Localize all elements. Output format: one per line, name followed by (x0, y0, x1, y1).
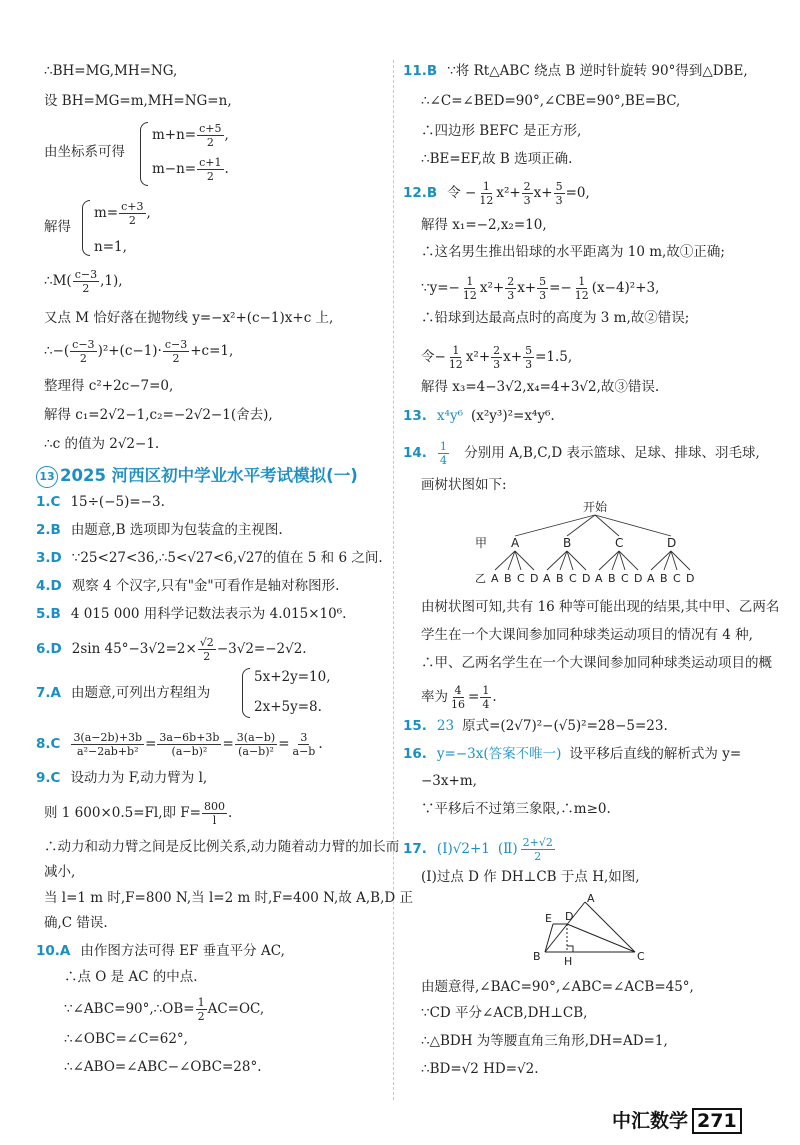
answer-line: 13. x⁴y⁶ (x²y³)²=x⁴y⁶. (403, 408, 555, 424)
answer-line: 17. (Ⅰ)√2+1 (Ⅱ) $\frac{2+√2}{2}$ (403, 836, 553, 863)
text-line: ∴BE=EF,故 B 选项正确. (421, 151, 573, 167)
leaf: C (517, 572, 525, 585)
label-d: D (565, 910, 574, 923)
text-line: 解得 x₁=−2,x₂=10, (421, 217, 547, 233)
leaf: A (543, 572, 551, 585)
leaf: C (569, 572, 577, 585)
brace (140, 122, 148, 186)
equation-row: 2x+5y=8. (254, 699, 322, 715)
text-line: 令− $\frac{1}{12}$ x²+ $\frac{2}{3}$ x+ $\frac{5}{3}$ =1.5, (421, 344, 573, 371)
text-line: 率为 $\frac{4}{16}$ = $\frac{1}{4}$ . (421, 684, 497, 711)
text-line: ∴这名男生推出铅球的水平距离为 10 m,故①正确; (421, 244, 725, 260)
answer-line: 4.D 观察 4 个汉字,只有"金"可看作是轴对称图形. (36, 578, 340, 594)
text-line: 由题意得,∠BAC=90°,∠ABC=∠ACB=45°, (421, 979, 694, 995)
text-line: ∴BD=√2 HD=√2. (421, 1061, 539, 1077)
tree-start-label: 开始 (583, 500, 608, 514)
answer-line: 9.C 设动力为 F,动力臂为 l, (36, 770, 208, 786)
text-line: ∴−( $\frac{c-3}{2}$ )²+(c−1)· $\frac{c-3}{2}$ +c=1, (44, 338, 234, 365)
text-line: 画树状图如下: (421, 477, 507, 493)
footer-label: 中汇数学 (612, 1110, 689, 1132)
text-line: ∴c 的值为 2√2−1. (44, 436, 160, 452)
leaf: B (504, 572, 512, 585)
leaf: B (660, 572, 668, 585)
text-line: ∵y=− $\frac{1}{12}$ x²+ $\frac{2}{3}$ x+ $\frac{5}{3}$ =− $\frac{1}{12}$ (x−4)²+3, (421, 275, 660, 302)
answer-line: 12.B 令 − $\frac{1}{12}$ x²+ $\frac{2}{3}$ x+ $\frac{5}{3}$ =0, (403, 180, 590, 207)
equation-system (242, 668, 382, 718)
text-line: 整理得 c²+2c−7=0, (44, 378, 174, 394)
page-number: 271 (692, 1108, 742, 1134)
tree-node-c: C (615, 536, 624, 550)
label-h: H (564, 955, 573, 968)
leaf: B (608, 572, 616, 585)
answer-line: 15. 23 原式=(2√7)²−(√5)²=28−5=23. (403, 718, 668, 734)
text-line: ∴∠C=∠BED=90°,∠CBE=90°,BE=BC, (421, 93, 681, 109)
system-label: 解得 (44, 219, 71, 235)
section-number-badge: 13 (36, 466, 58, 488)
geometry-figure (523, 888, 653, 968)
leaf: C (673, 572, 681, 585)
equation-system (82, 200, 282, 256)
equation-row: m−n= $\frac{c+1}{2}$ . (152, 156, 229, 183)
text-line: 设 BH=MG=m,MH=NG=n, (44, 93, 232, 109)
brace (242, 668, 250, 718)
text-line: ∴四边形 BEFC 是正方形, (421, 123, 582, 139)
text-line: 当 l=1 m 时,F=800 N,当 l=2 m 时,F=400 N,故 A,B,D 正 (44, 890, 413, 906)
section-title: 2025 河西区初中学业水平考试模拟(一) (60, 466, 358, 485)
text-line: 由树状图可知,共有 16 种等可能出现的结果,其中甲、乙两名 (421, 599, 780, 615)
brace (82, 200, 90, 256)
leaf: B (556, 572, 564, 585)
label-a: A (587, 892, 595, 905)
equation-row: 5x+2y=10, (254, 669, 331, 685)
tree-node-d: D (667, 536, 677, 550)
answer-line: 1.C 15÷(−5)=−3. (36, 494, 165, 510)
text-line: ∵CD 平分∠ACB,DH⊥CB, (421, 1005, 588, 1021)
text-line: ∴甲、乙两名学生在一个大课间参加同种球类运动项目的概 (421, 655, 772, 671)
label-c: C (637, 950, 645, 963)
leaf: C (621, 572, 629, 585)
tree-node-a: A (511, 536, 520, 550)
answer-line: 11.B ∵将 Rt△ABC 绕点 B 逆时针旋转 90°得到△DBE, (403, 63, 748, 79)
tree-yi-label: 乙 (475, 572, 486, 585)
text-line: ∴∠ABO=∠ABC−∠OBC=28°. (64, 1059, 262, 1075)
tree-node-b: B (563, 536, 572, 550)
text-line: 确,C 错误. (44, 915, 108, 931)
text-line: ∴铅球到达最高点时的高度为 3 m,故②错误; (421, 310, 690, 326)
tree-diagram (463, 496, 763, 588)
text-line: ∴点 O 是 AC 的中点. (64, 969, 198, 985)
answer-line: 10.A 由作图方法可得 EF 垂直平分 AC, (36, 943, 285, 959)
label-e: E (545, 912, 552, 925)
text-line: ∴△BDH 为等腰直角三角形,DH=AD=1, (421, 1033, 668, 1049)
leaf: D (530, 572, 539, 585)
equation-row: n=1, (94, 239, 127, 255)
answer-line: 6.D 2sin 45°−3√2=2× $\frac{√2}{2}$ −3√2=−2√2. (36, 636, 307, 663)
label-b: B (533, 950, 541, 963)
equation-system (140, 122, 340, 186)
text-line: 又点 M 恰好落在抛物线 y=−x²+(c−1)x+c 上, (44, 310, 334, 326)
text-line: ∴M( $\frac{c-3}{2}$ ,1), (44, 268, 123, 295)
text-line: ∴∠OBC=∠C=62°, (64, 1031, 188, 1047)
answer-line: 3.D ∵25<27<36,∴5<√27<6,√27的值在 5 和 6 之间. (36, 550, 383, 566)
answer-line: 5.B 4 015 000 用科学记数法表示为 4.015×10⁶. (36, 606, 347, 622)
page-footer (612, 1106, 742, 1134)
answer-line: 7.A 由题意,可列出方程组为 (36, 685, 211, 701)
text-line: ∴BH=MG,MH=NG, (44, 63, 178, 79)
equation-row: m= $\frac{c+3}{2}$ , (94, 200, 151, 227)
text-line: 学生在一个大课间参加同种球类运动项目的情况有 4 种, (421, 627, 753, 643)
leaf: A (595, 572, 603, 585)
text-line: 则 1 600×0.5=Fl,即 F= $\frac{800}{l}$ . (44, 800, 233, 827)
tree-leaves (491, 572, 694, 585)
leaf: D (634, 572, 643, 585)
text-line: ∴动力和动力臂之间是反比例关系,动力随着动力臂的加长而 (44, 839, 400, 855)
answer-line: 16. y=−3x(答案不唯一) 设平移后直线的解析式为 y= (403, 746, 742, 762)
text-line: 减小, (44, 864, 76, 880)
leaf: D (582, 572, 591, 585)
leaf: D (686, 572, 695, 585)
section-heading (36, 462, 358, 488)
text-line: ∵∠ABC=90°,∴OB= $\frac{1}{2}$ AC=OC, (64, 996, 265, 1023)
text-line: ∵平移后不过第三象限,∴m≥0. (421, 801, 611, 817)
answer-line: 14. $\frac{1}{4}$ 分别用 A,B,C,D 表示篮球、足球、排球、羽毛球, (403, 440, 760, 467)
text-line: 解得 c₁=2√2−1,c₂=−2√2−1(舍去), (44, 407, 273, 423)
text-line: 解得 x₃=4−3√2,x₄=4+3√2,故③错误. (421, 379, 660, 395)
text-line: (Ⅰ)过点 D 作 DH⊥CB 于点 H,如图, (421, 869, 640, 885)
leaf: A (491, 572, 499, 585)
column-divider (393, 60, 394, 1100)
answer-line: 8.C $\frac{3(a-2b)+3b}{\text{a²−2ab+b²}}$ = $\frac{3a-6b+3b}{\text{(a−b)²}}$ = $\frac{3(a-b)}{\text{(a−b)²}}$ = $\frac{3}{a-b}$ . (36, 731, 323, 758)
text-line: −3x+m, (421, 773, 477, 789)
leaf: A (647, 572, 655, 585)
system-label: 由坐标系可得 (44, 144, 125, 160)
answer-line: 2.B 由题意,B 选项即为包装盒的主视图. (36, 522, 283, 538)
equation-row: m+n= $\frac{c+5}{2}$ , (152, 122, 229, 149)
tree-jia-label: 甲 (475, 536, 488, 550)
